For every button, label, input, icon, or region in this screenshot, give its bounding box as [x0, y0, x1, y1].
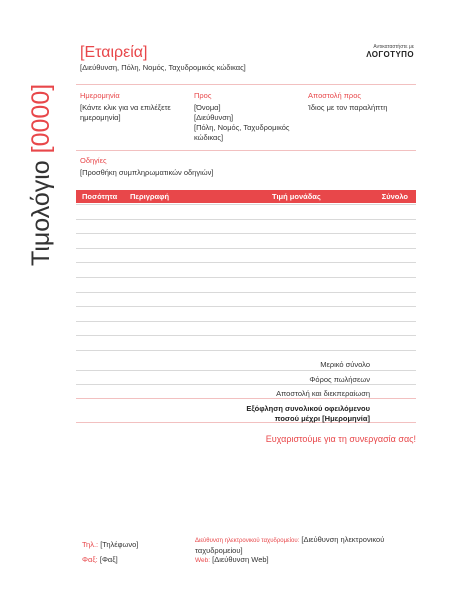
table-row[interactable]	[76, 384, 416, 385]
logo-big-text: ΛΟΓΟΤΥΠΟ	[366, 50, 414, 59]
logo-placeholder[interactable]	[366, 44, 414, 59]
table-header	[76, 190, 416, 203]
table-row[interactable]	[76, 306, 416, 307]
ship-to-field[interactable]: Ίδιος με τον παραλήπτη	[308, 103, 388, 112]
info-divider	[76, 150, 416, 151]
invoice-title-text: Τιμολόγιο [0000]	[27, 83, 55, 266]
email-label: Διεύθυνση ηλεκτρονικού ταχυδρομείου:	[195, 538, 300, 544]
table-row[interactable]	[76, 248, 416, 249]
footer-fax	[82, 555, 118, 565]
fax-value[interactable]: [Φαξ]	[99, 555, 118, 564]
instructions-block	[80, 156, 213, 178]
shipping-label: Αποστολή και διεκπεραίωση	[276, 389, 370, 398]
table-row[interactable]	[76, 262, 416, 263]
ship-to-block	[308, 91, 418, 113]
footer-phone	[82, 540, 138, 550]
table-row[interactable]	[76, 204, 416, 205]
col-description: Περιγραφή	[130, 192, 170, 201]
web-value[interactable]: [Διεύθυνση Web]	[212, 555, 269, 564]
table-row[interactable]	[76, 350, 416, 351]
to-name[interactable]: [Όνομα]	[194, 103, 221, 112]
phone-label: Τηλ.:	[82, 540, 99, 549]
col-quantity: Ποσότητα	[82, 192, 118, 201]
to-block	[194, 91, 304, 143]
col-total: Σύνολο	[381, 192, 408, 201]
to-label: Προς	[194, 91, 212, 100]
ship-to-label: Αποστολή προς	[308, 91, 361, 100]
email-value[interactable]: [Διεύθυνση ηλεκτρονικού ταχυδρομείου]	[195, 535, 385, 555]
phone-value[interactable]: [Τηλέφωνο]	[100, 540, 139, 549]
web-label: Web:	[195, 557, 211, 564]
totals-divider	[76, 398, 416, 399]
instructions-label: Οδηγίες	[80, 156, 107, 165]
table-row[interactable]	[76, 335, 416, 336]
table-row[interactable]	[76, 277, 416, 278]
date-block	[80, 91, 190, 123]
header-divider	[76, 84, 416, 85]
tax-label: Φόρος πωλήσεων	[309, 375, 370, 384]
company-address[interactable]: [Διεύθυνση, Πόλη, Νομός, Ταχυδρομικός κώδικας]	[80, 63, 246, 72]
invoice-title	[18, 42, 58, 268]
col-unit-price: Τιμή μονάδας	[272, 192, 321, 201]
amount-due-label	[246, 404, 370, 424]
date-field[interactable]: [Κάντε κλικ για να επιλέξετε ημερομηνία]	[80, 103, 171, 122]
table-row[interactable]	[76, 321, 416, 322]
footer-web	[195, 555, 269, 566]
amount-due-line-2[interactable]: ποσού μέχρι [Ημερομηνία]	[274, 414, 370, 423]
fax-label: Φαξ:	[82, 555, 98, 564]
date-label: Ημερομηνία	[80, 91, 120, 100]
table-row[interactable]	[76, 233, 416, 234]
thank-you-message: Ευχαριστούμε για τη συνεργασία σας!	[265, 434, 416, 444]
table-row[interactable]	[76, 292, 416, 293]
logo-small-text: Αντικαταστήστε με	[373, 44, 414, 50]
amount-due-line-1: Εξόφληση συνολικού οφειλόμενου	[246, 404, 370, 413]
footer-email	[195, 535, 417, 556]
company-name[interactable]: [Εταιρεία]	[80, 44, 148, 61]
table-row[interactable]	[76, 370, 416, 371]
to-city[interactable]: [Πόλη, Νομός, Ταχυδρομικός κώδικας]	[194, 123, 290, 142]
subtotal-label: Μερικό σύνολο	[320, 360, 370, 369]
instructions-field[interactable]: [Προσθήκη συμπληρωματικών οδηγιών]	[80, 168, 214, 177]
table-row[interactable]	[76, 219, 416, 220]
to-address[interactable]: [Διεύθυνση]	[194, 113, 234, 122]
